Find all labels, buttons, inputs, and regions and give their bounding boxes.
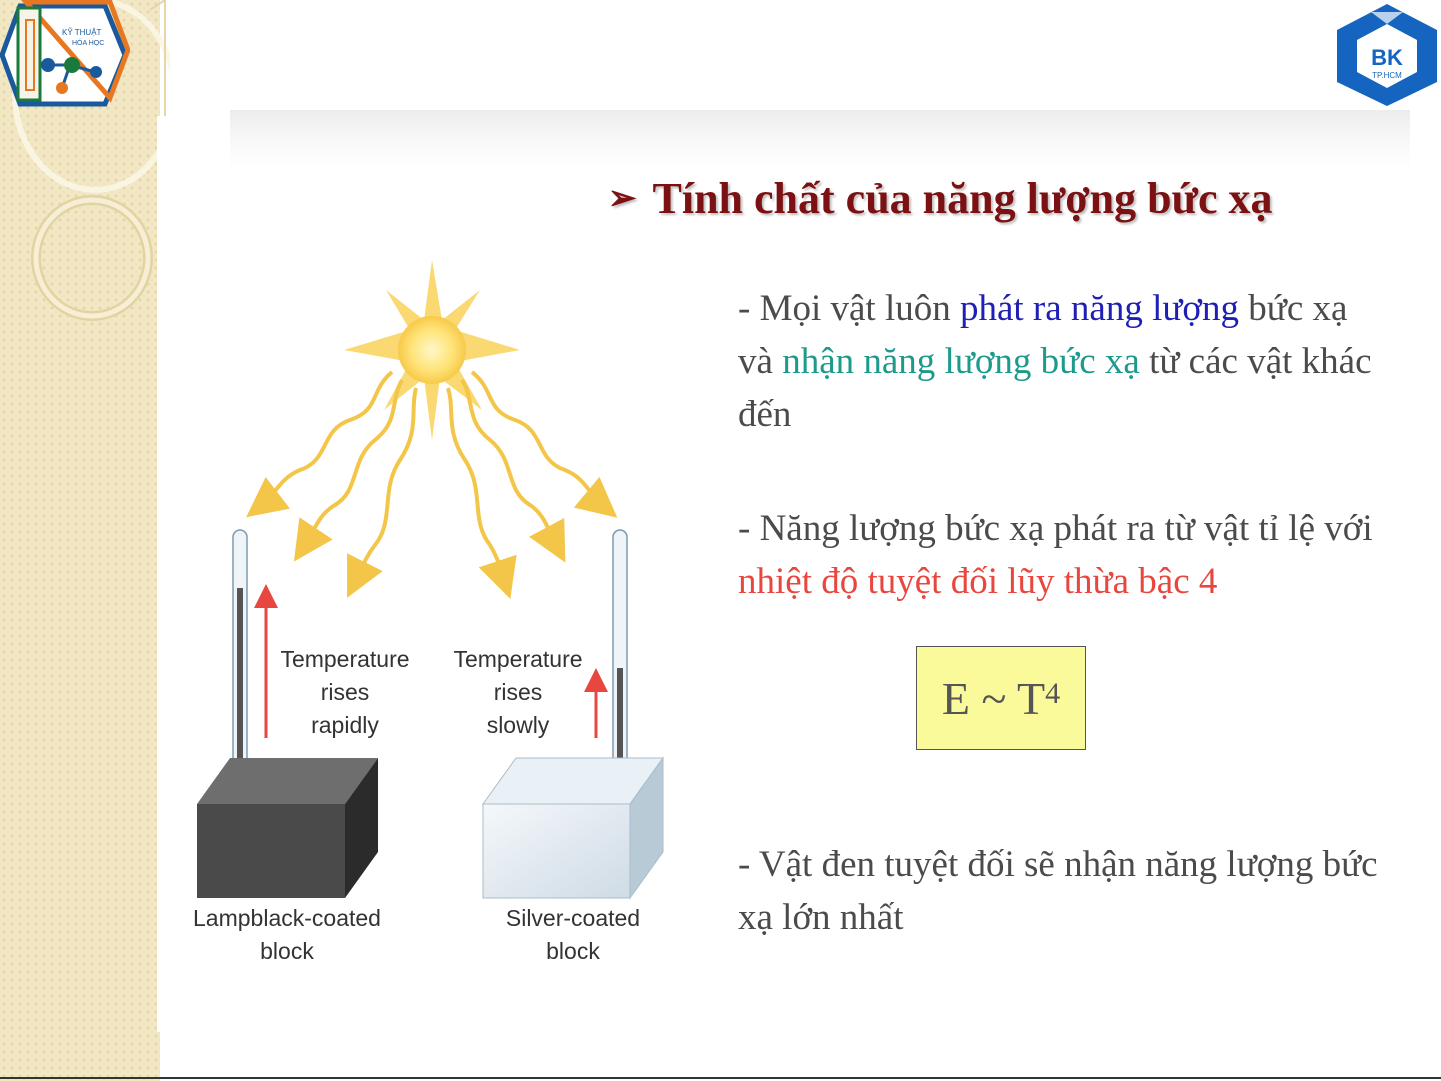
lampblack-block: [197, 758, 378, 898]
sun-blocks-diagram: [160, 240, 700, 980]
arrow-bullet-icon: ➢: [608, 180, 637, 217]
thermometer-left-icon: [233, 530, 247, 770]
paragraph-3: [738, 838, 1378, 944]
footer-rule: [0, 1077, 1441, 1079]
ky-thuat-hoa-hoc-logo-icon: [0, 0, 130, 110]
svg-text:HÓA HỌC: HÓA HỌC: [72, 40, 105, 47]
highlight-blue: phát ra năng lượng: [959, 288, 1240, 329]
faculty-logo: [0, 0, 130, 110]
label-temp-rapid: Temperature rises rapidly: [280, 646, 410, 738]
title-shadow-band: [230, 110, 1410, 170]
formula-base: E ~ T: [941, 672, 1046, 724]
formula-box: [916, 646, 1086, 750]
formula-exponent: 4: [1045, 677, 1061, 710]
svg-text:KỸ THUẬT: KỸ THUẬT: [62, 28, 102, 37]
silver-block: [483, 758, 663, 898]
highlight-red: nhiệt độ tuyệt đối lũy thừa bậc 4: [738, 561, 1218, 602]
slide-title: [608, 168, 1272, 228]
label-lampblack-block: Lampblack-coated block: [193, 905, 381, 964]
label-temp-slow: Temperature rises slowly: [453, 646, 583, 738]
text-run: từ các vật khác đến: [738, 341, 1372, 435]
text-run: - Vật đen tuyệt đối sẽ nhận năng lượng bức xạ lớn nhất: [738, 844, 1378, 938]
paragraph-1: [738, 282, 1378, 441]
bk-logo-icon: [1333, 2, 1441, 106]
radiation-illustration: [160, 240, 700, 980]
text-run: - Năng lượng bức xạ phát ra từ vật tỉ lệ với: [738, 508, 1373, 549]
paragraph-2: [738, 502, 1378, 608]
text-run: - Mọi vật luôn: [738, 288, 960, 329]
slide-title-text: Tính chất của năng lượng bức xạ: [652, 173, 1273, 223]
sun-icon: [344, 260, 520, 440]
university-logo: [1333, 2, 1441, 106]
text-run: bức xạ và: [738, 288, 1348, 382]
thermometer-right-icon: [613, 530, 627, 770]
svg-text:BK: BK: [1371, 45, 1403, 70]
svg-text:TP.HCM: TP.HCM: [1372, 71, 1402, 80]
label-silver-block: Silver-coated block: [505, 905, 641, 964]
highlight-teal: nhận năng lượng bức xạ: [782, 341, 1140, 382]
